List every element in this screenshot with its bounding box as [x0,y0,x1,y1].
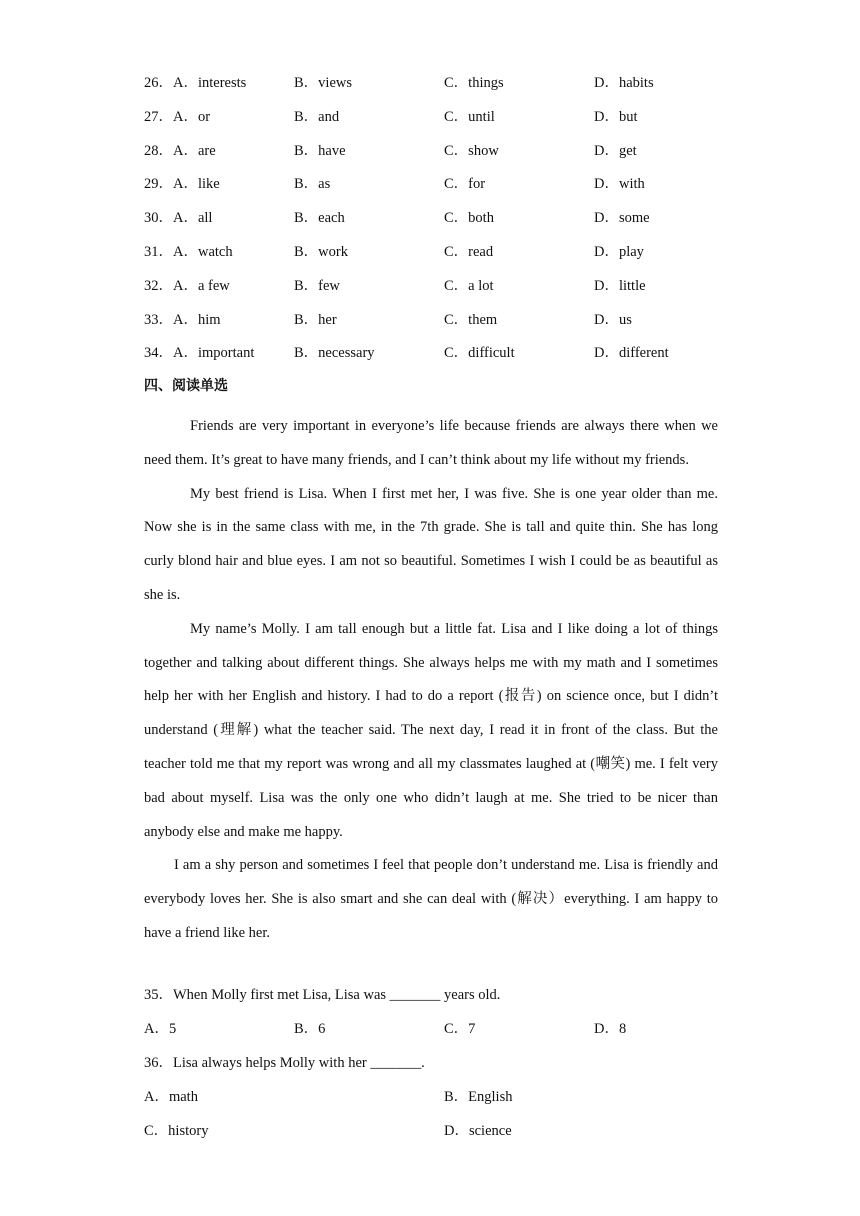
option-b: B．views [294,75,352,91]
option-d: D．get [594,143,637,159]
option-b: B．English [444,1089,513,1105]
option-c: C．things [444,75,504,91]
option-d: D．different [594,345,669,361]
option-c: C．read [444,244,494,260]
passage-paragraph-4: I am a shy person and sometimes I feel that people don’t understand me. Lisa is friendly and everybody loves her. She is also smart and she can deal with (解决）everything. I am happy to have a friend like her. [144,857,718,941]
option-d: D．8 [594,1021,627,1037]
option-c: C．history [144,1123,209,1139]
option-a: 34．A．important [144,345,255,361]
option-d: D．some [594,210,650,226]
option-b: B．necessary [294,345,375,361]
option-a: 29．A．like [144,176,220,192]
option-c: C．them [444,312,498,328]
option-a: 26．A．interests [144,75,247,91]
option-c: C．both [444,210,494,226]
option-a: 30．A．all [144,210,213,226]
option-d: D．but [594,109,638,125]
option-c: C．until [444,109,495,125]
option-c: C．7 [444,1021,476,1037]
option-b: B．work [294,244,348,260]
passage-paragraph-3: My name’s Molly. I am tall enough but a little fat. Lisa and I like doing a lot of things together and talking about different things. She always helps me with my math and I sometimes help her with her English and history. I had to do a report (报告) on science once, but I didn’t understand (理解) what the teacher said. The next day, I read it in front of the class. But the teacher told me that my report was wrong and all my classmates laughed at (嘲笑) me. I felt very bad about myself. Lisa was the only one who didn’t laugh at me. She tried to be nicer than anybody else and make me happy. [144,620,718,840]
option-b: B．few [294,278,340,294]
option-b: B．6 [294,1021,326,1037]
option-a: 32．A．a few [144,278,230,294]
option-b: B．and [294,109,340,125]
option-a: A．5 [144,1021,177,1037]
option-c: C．show [444,143,499,159]
option-row-33 [144,310,744,330]
option-a: A．math [144,1089,198,1105]
option-b: B．her [294,312,337,328]
question-options-35 [144,1019,744,1039]
option-b: B．have [294,143,346,159]
option-row-31 [144,242,744,262]
option-a: 28．A．are [144,143,216,159]
question-options-36-row2 [144,1121,744,1141]
reading-passage [144,410,718,951]
option-a: 33．A．him [144,312,221,328]
option-row-34 [144,343,744,363]
option-d: D．with [594,176,645,192]
question-stem-36: 36．Lisa always helps Molly with her _______. [144,1055,425,1071]
option-d: D．us [594,312,632,328]
question-stem-35: 35．When Molly first met Lisa, Lisa was _______ years old. [144,987,501,1003]
option-d: D．habits [594,75,654,91]
section-heading: 四、阅读单选 [144,378,228,394]
question-options-36-row1 [144,1087,744,1107]
option-c: C．a lot [444,278,494,294]
option-b: B．as [294,176,331,192]
option-row-30 [144,208,744,228]
passage-paragraph-1: Friends are very important in everyone’s life because friends are always there when we need them. It’s great to have many friends, and I can’t think about my life without my friends. [144,418,718,468]
option-c: C．for [444,176,486,192]
option-b: B．each [294,210,345,226]
option-c: C．difficult [444,345,515,361]
option-d: D．little [594,278,646,294]
option-row-29 [144,174,744,194]
option-d: D．science [444,1123,512,1139]
option-row-32 [144,276,744,296]
option-row-28 [144,141,744,161]
passage-paragraph-2: My best friend is Lisa. When I first met her, I was five. She is one year older than me. Now she is in the same class with me, in the 7th grade. She is tall and quite thin. She has long curly blond hair and blue eyes. I am not so beautiful. Sometimes I wish I could be as beautiful as she is. [144,485,718,603]
option-a: 31．A．watch [144,244,233,260]
option-row-27 [144,107,744,127]
option-row-26 [144,73,744,93]
option-d: D．play [594,244,644,260]
option-a: 27．A．or [144,109,211,125]
